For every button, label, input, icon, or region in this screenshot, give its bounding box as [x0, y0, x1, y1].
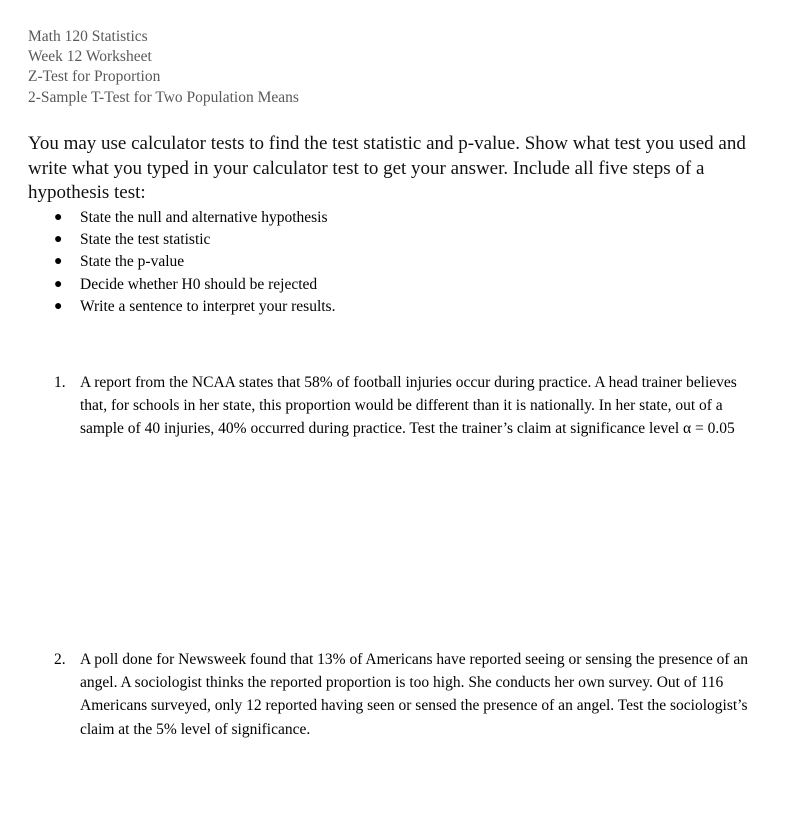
- list-item: [54, 229, 335, 251]
- week-title: Week 12 Worksheet: [28, 48, 152, 66]
- list-item: [54, 207, 335, 229]
- problem-1: [54, 371, 754, 441]
- bullet-icon: ●: [54, 210, 63, 225]
- step-text: State the test statistic: [80, 231, 211, 249]
- bullet-icon: ●: [54, 232, 63, 248]
- list-item: [54, 274, 335, 296]
- worksheet-header: [28, 27, 299, 108]
- bullet-icon: ●: [54, 276, 63, 292]
- problem-2: [54, 648, 754, 741]
- bullet-icon: ●: [54, 298, 63, 314]
- instructions-paragraph: You may use calculator tests to find the test statistic and p-value. Show what test you used and write what you typed in your calculator test to get your answer. Include all five steps of a hypothesis test:: [28, 133, 746, 203]
- list-item: [54, 251, 335, 273]
- hypothesis-steps-list: [54, 207, 335, 318]
- bullet-icon: ●: [54, 254, 63, 270]
- step-text: State the p-value: [80, 253, 185, 271]
- topic-title-2: 2-Sample T-Test for Two Population Means: [28, 88, 299, 106]
- problem-text: A poll done for Newsweek found that 13% of Americans have reported seeing or sensing the presence of an angel. A sociologist thinks the reported proportion is too high. She conducts her own survey. Out of 116 Americans surveyed, only 12 reported having seen or sensed the presence of an angel. Test the sociologist’s claim at the 5% level of significance.: [80, 651, 749, 738]
- step-text: Decide whether H0 should be rejected: [80, 275, 318, 293]
- list-item: [54, 296, 335, 318]
- problem-number: 1.: [54, 374, 66, 391]
- problem-text: A report from the NCAA states that 58% of football injuries occur during practice. A head trainer believes that, for schools in her state, this proportion would be different than it is nationally. In her state, out of a sample of 40 injuries, 40% occurred during practice. Test the trainer’s claim at significance level α = 0.05: [80, 374, 737, 438]
- topic-title-1: Z-Test for Proportion: [28, 68, 161, 86]
- problem-number: 2.: [54, 651, 66, 668]
- course-title: Math 120 Statistics: [28, 28, 148, 45]
- step-text: Write a sentence to interpret your results.: [80, 297, 336, 315]
- step-text: State the null and alternative hypothesis: [80, 209, 328, 226]
